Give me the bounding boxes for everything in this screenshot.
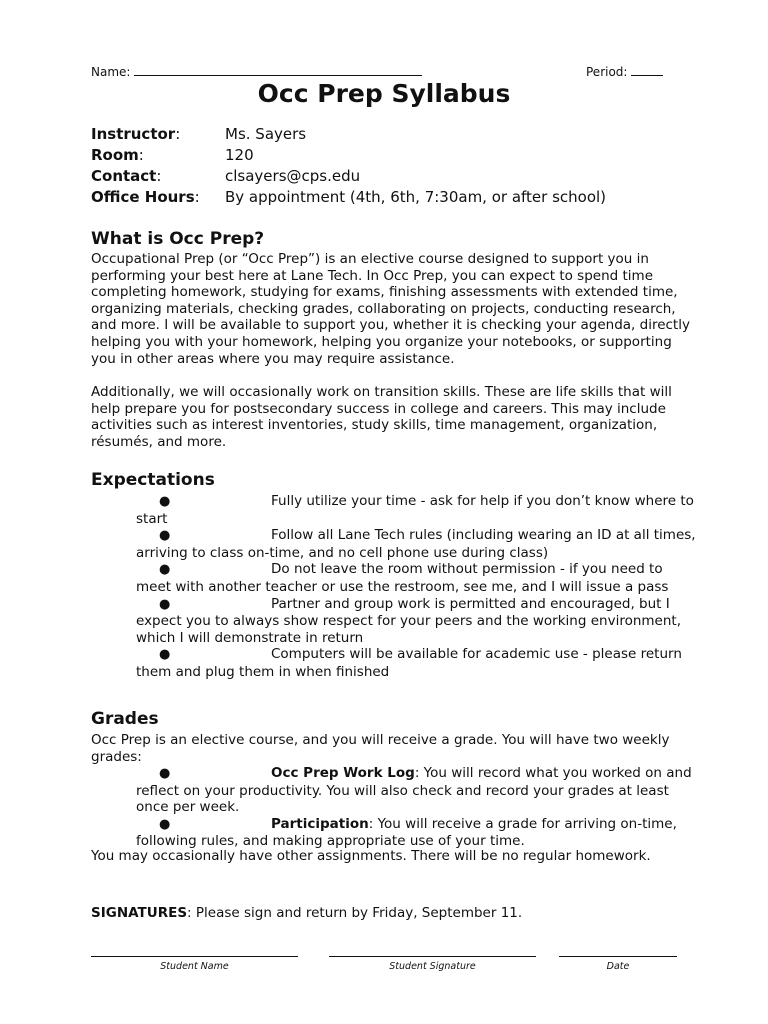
bullet-icon: ● <box>159 766 171 781</box>
grade-item-title: Participation <box>271 815 369 832</box>
grades-heading: Grades <box>91 709 159 729</box>
info-value: 120 <box>225 146 254 164</box>
info-row-room: Room: 120 <box>91 146 254 164</box>
name-blank <box>134 64 422 76</box>
list-item: ● Fully utilize your time - ask for help if you don’t know where to start <box>136 493 694 527</box>
field-label: Student Signature <box>389 961 476 972</box>
student-signature-field <box>329 956 536 972</box>
info-row-office-hours: Office Hours: By appointment (4th, 6th, 7:30am, or after school) <box>91 188 607 206</box>
list-item: ● Follow all Lane Tech rules (including wearing an ID at all times, arriving to class on-time, and no cell phone use during class) <box>136 527 696 561</box>
period-label: Period: <box>586 65 628 79</box>
grades-intro: Occ Prep is an elective course, and you will receive a grade. You will have two weekly grades: <box>91 732 670 765</box>
course-info <box>91 124 606 208</box>
list-item: ● Occ Prep Work Log: You will record what you worked on and reflect on your productivity. You will also check and record your grades at least once per week. <box>136 765 692 816</box>
field-label: Date <box>606 961 630 972</box>
name-label: Name: <box>91 65 131 79</box>
info-label: Room <box>91 146 139 164</box>
date-field <box>559 956 677 972</box>
bullet-icon: ● <box>159 562 171 578</box>
bullet-icon: ● <box>159 647 171 663</box>
what-paragraph-2: Additionally, we will occasionally work on transition skills. These are life skills that will help prepare you for postsecondary success in college and careers. This may include activities such as interest inventories, study skills, time management, organization, résumés, and more. <box>91 384 672 450</box>
info-label: Instructor <box>91 125 176 143</box>
what-heading: What is Occ Prep? <box>91 229 265 249</box>
page-title: Occ Prep Syllabus <box>257 79 511 108</box>
signatures-instruction: SIGNATURES: Please sign and return by Friday, September 11. <box>91 905 523 921</box>
list-item: ● Participation: You will receive a grade for arriving on-time, following rules, and making appropriate use of your time. <box>136 815 677 850</box>
bullet-icon: ● <box>159 816 171 832</box>
info-row-contact: Contact: clsayers@cps.edu <box>91 167 361 185</box>
list-item: ● Computers will be available for academic use - please return them and plug them in when finished <box>136 646 682 680</box>
expectations-list <box>136 493 696 681</box>
signature-line <box>329 956 536 957</box>
grades-list <box>136 765 696 850</box>
grade-item-title: Occ Prep Work Log <box>271 765 415 781</box>
field-label: Student Name <box>160 961 229 972</box>
bullet-icon: ● <box>159 528 171 544</box>
bullet-icon: ● <box>159 596 171 612</box>
info-value: By appointment (4th, 6th, 7:30am, or after school) <box>225 188 607 206</box>
list-item: ● Do not leave the room without permission - if you need to meet with another teacher or use the restroom, see me, and I will issue a pass <box>136 561 669 595</box>
student-name-field <box>91 956 298 972</box>
info-row-instructor: Instructor: Ms. Sayers <box>91 125 307 143</box>
grades-outro: You may occasionally have other assignments. There will be no regular homework. <box>91 848 651 864</box>
signature-line <box>91 956 298 957</box>
info-value: clsayers@cps.edu <box>225 167 361 185</box>
info-value: Ms. Sayers <box>225 125 307 143</box>
info-label: Office Hours <box>91 188 195 206</box>
bullet-icon: ● <box>159 494 171 509</box>
signatures-label: SIGNATURES <box>91 905 188 921</box>
info-label: Contact <box>91 167 157 185</box>
expectations-heading: Expectations <box>91 470 215 490</box>
what-paragraph-1: Occupational Prep (or “Occ Prep”) is an elective course designed to support you in performing your best here at Lane Tech. In Occ Prep, you can expect to spend time completing homework, studying for exams, finishing assessments with extended time, organizing materials, checking grades, collaborating on projects, conducting research, and more. I will be available to support you, whether it is checking your agenda, directly helping you with your homework, helping you organize your notebooks, or supporting you in other areas where you may require assistance. <box>91 251 690 367</box>
period-blank <box>631 64 663 76</box>
list-item: ● Partner and group work is permitted and encouraged, but I expect you to always show respect for your peers and the working environment, which I will demonstrate in return <box>136 595 681 646</box>
signature-line <box>559 956 677 957</box>
